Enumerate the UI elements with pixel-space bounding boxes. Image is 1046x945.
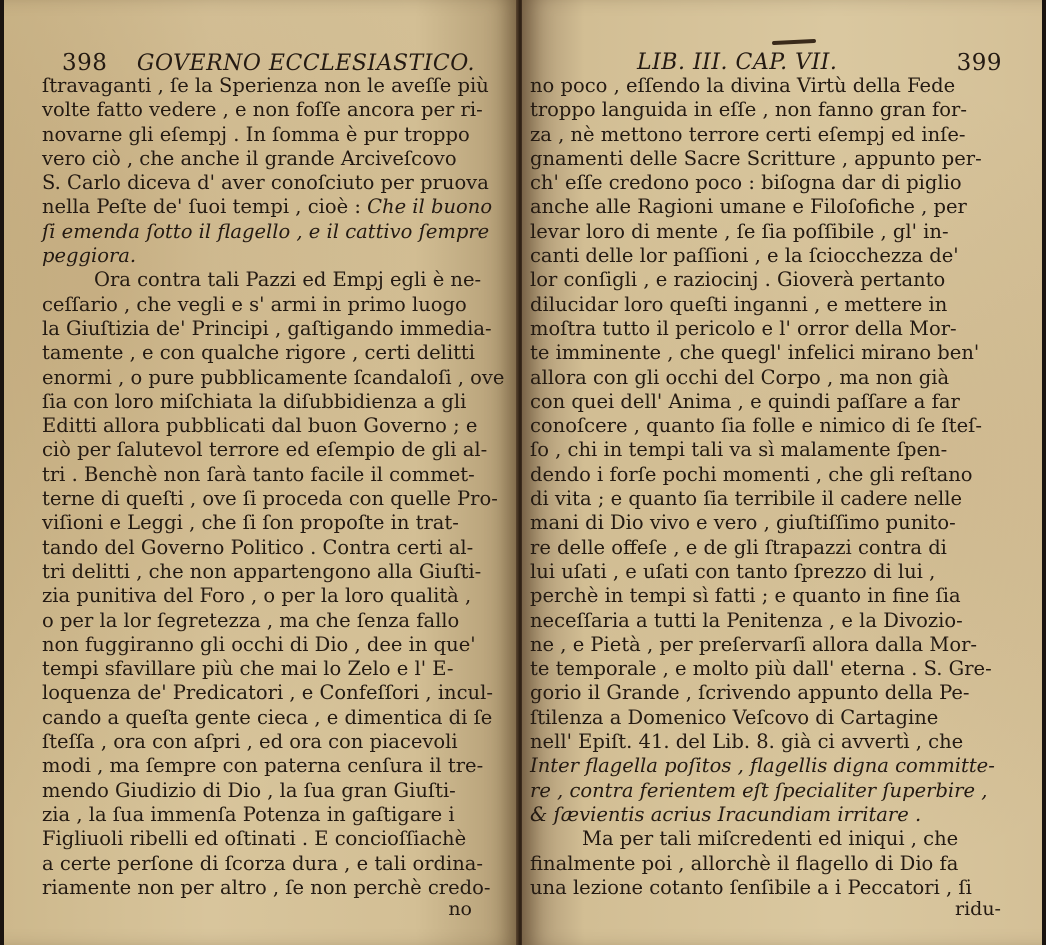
text-line xyxy=(530,171,995,195)
text-line-content: ſi emenda ſotto il flagello , e il cattivo ſempre xyxy=(42,219,490,243)
text-line xyxy=(42,123,504,147)
text-line xyxy=(42,366,504,390)
ink-mark xyxy=(772,39,816,45)
text-line xyxy=(530,74,995,98)
text-line-content: S. Carlo diceva d' aver conoſciuto per pruova xyxy=(42,171,489,195)
text-line xyxy=(530,123,995,147)
text-line-content: ſtravaganti , ſe la Sperienza non le aveſſe più xyxy=(42,74,489,97)
text-line xyxy=(530,147,995,171)
text-line-content: re , contra ferientem eſt ſpecialiter ſuperbire , xyxy=(530,778,988,802)
left-page-number: 398 xyxy=(62,50,108,76)
text-line-content: Ora contra tali Pazzi ed Empj egli è ne- xyxy=(94,268,482,292)
text-line-content: gnamenti delle Sacre Scritture , appunto per- xyxy=(530,146,982,170)
text-line xyxy=(42,803,504,827)
text-line-content: anche alle Ragioni umane e Filoſofiche , per xyxy=(530,195,967,219)
text-line xyxy=(42,414,504,438)
text-line-content: gorio il Grande , ſcrivendo appunto della Pe- xyxy=(530,681,970,705)
text-line-content: Figliuoli ribelli ed oſtinati . E concioſſiachè xyxy=(42,827,467,851)
text-line-content: tempi sfavillare più che mai lo Zelo e l' E- xyxy=(42,657,454,681)
text-line xyxy=(42,293,504,317)
text-line-content: & ſævientis acrius Iracundiam irritare . xyxy=(530,802,922,826)
left-catchword: no xyxy=(448,898,472,920)
text-line xyxy=(530,779,995,803)
text-line-content: lui uſati , e uſati con tanto ſprezzo di lui , xyxy=(530,559,936,583)
text-line-content: dendo i forſe pochi momenti , che gli reſtano xyxy=(530,462,973,486)
text-line xyxy=(42,268,504,292)
text-line-content: finalmente poi , allorchè il flagello di Dio fa xyxy=(530,851,959,875)
text-line-content: mani di Dio vivo e vero , giuſtiſſimo punito- xyxy=(530,511,956,535)
left-page xyxy=(4,0,518,945)
text-line xyxy=(530,536,995,560)
text-line-content: ſtilenza a Domenico Veſcovo di Cartagine xyxy=(530,705,939,729)
text-line-content: enormi , o pure pubblicamente ſcandaloſi , ove xyxy=(42,365,505,389)
text-line xyxy=(530,438,995,462)
text-line-content: ciò per ſalutevol terrore ed eſempio de gli al- xyxy=(42,438,488,462)
left-running-head: GOVERNO ECCLESIASTICO. xyxy=(136,51,475,76)
text-line-content: nella Peſte de' ſuoi tempi , cioè : xyxy=(42,195,368,219)
text-line xyxy=(42,754,504,778)
left-page-body xyxy=(42,74,504,900)
text-line xyxy=(42,609,504,633)
text-line-content: dilucidar loro queſti inganni , e mettere in xyxy=(530,292,948,316)
text-line-content: non fuggiranno gli occhi di Dio , dee in que' xyxy=(42,632,476,656)
text-line-content: moſtra tutto il pericolo e l' orror della Mor- xyxy=(530,316,957,340)
text-line-content: loquenza de' Predicatori , e Confeſſori , incul- xyxy=(42,681,493,705)
text-line-content: ſo , chi in tempi tali va sì malamente ſpen- xyxy=(530,438,948,462)
text-line xyxy=(42,730,504,754)
text-line xyxy=(42,147,504,171)
text-line xyxy=(530,414,995,438)
text-line xyxy=(42,657,504,681)
text-line xyxy=(530,268,995,292)
text-line-content: ch' eſſe credono poco : biſogna dar di piglio xyxy=(530,171,962,195)
text-line-content: volte fatto vedere , e non foſſe ancora per ri- xyxy=(42,98,483,122)
text-line xyxy=(42,74,504,98)
right-page-number: 399 xyxy=(956,50,1002,76)
text-line xyxy=(42,463,504,487)
text-line-content: zia punitiva del Foro , o per la loro qualità , xyxy=(42,584,472,608)
text-line-content: perchè in tempi sì fatti ; e quanto in fine ſia xyxy=(530,584,961,608)
text-line-content: a certe perſone di ſcorza dura , e tali ordina- xyxy=(42,851,484,875)
text-line xyxy=(42,438,504,462)
text-line xyxy=(42,220,504,244)
text-line-content: levar loro di mente , ſe ſia poſſibile , gl' in- xyxy=(530,219,949,243)
text-line xyxy=(42,390,504,414)
text-line-content: modi , ma ſempre con paterna cenſura il tre- xyxy=(42,754,484,778)
text-line-content: peggiora. xyxy=(42,244,137,268)
text-line-content: vero ciò , che anche il grande Arciveſcovo xyxy=(42,146,457,170)
text-line xyxy=(42,852,504,876)
text-line-content: te imminente , che quegl' infelici mirano ben' xyxy=(530,341,980,365)
text-line xyxy=(530,244,995,268)
text-line-content: troppo languida in eſſe , non fanno gran for- xyxy=(530,98,967,122)
text-line-content: Inter flagella poſitos , flagellis digna committe- xyxy=(530,754,995,778)
text-line xyxy=(530,730,995,754)
text-line xyxy=(42,171,504,195)
text-line xyxy=(42,487,504,511)
text-line xyxy=(42,98,504,122)
text-line-content: zia , la ſua immenſa Potenza in gaſtigare i xyxy=(42,802,455,826)
text-line xyxy=(530,754,995,778)
text-line-content: viſioni e Leggi , che ſi ſon propoſte in trat- xyxy=(42,511,459,535)
text-line xyxy=(42,827,504,851)
text-line-content: terne di queſti , ove ſi proceda con quelle Pro- xyxy=(42,487,498,511)
text-line xyxy=(530,463,995,487)
text-line xyxy=(530,584,995,608)
text-line-content: tri delitti , che non appartengono alla Giuſti- xyxy=(42,559,482,583)
text-line-content: tamente , e con qualche rigore , certi delitti xyxy=(42,341,475,365)
text-line-content: re delle offeſe , e de gli ſtrapazzi contra di xyxy=(530,535,947,559)
text-line xyxy=(42,584,504,608)
text-line-content: ſteſſa , ora con aſpri , ed ora con piacevoli xyxy=(42,730,458,754)
text-line-content: za , nè mettono terrore certi eſempj ed inſe- xyxy=(530,122,966,146)
text-line xyxy=(42,195,504,219)
text-line xyxy=(42,633,504,657)
text-line xyxy=(530,560,995,584)
text-line-content: una lezione cotanto ſenſibile a i Peccatori , ſi xyxy=(530,875,972,899)
text-line-content: novarne gli eſempj . In ſomma è pur troppo xyxy=(42,122,470,146)
text-line-content: riamente non per altro , ſe non perchè credo- xyxy=(42,875,491,899)
text-line-content: o per la lor ſegretezza , ma che ſenza fallo xyxy=(42,608,460,632)
text-line xyxy=(42,536,504,560)
text-line xyxy=(530,195,995,219)
text-line-content: tri . Benchè non ſarà tanto facile il commet- xyxy=(42,462,475,486)
text-line-content: neceſſaria a tutti la Penitenza , e la Divozio- xyxy=(530,608,963,632)
text-line xyxy=(42,511,504,535)
text-line xyxy=(530,220,995,244)
text-line-content: canti delle lor paſſioni , e la ſciocchezza de' xyxy=(530,244,959,268)
text-line xyxy=(530,876,995,900)
text-line xyxy=(42,341,504,365)
text-line xyxy=(530,341,995,365)
text-line-content: tando del Governo Politico . Contra certi al- xyxy=(42,535,474,559)
text-line xyxy=(530,487,995,511)
right-page-body xyxy=(530,74,995,900)
text-line xyxy=(530,827,995,851)
text-line xyxy=(42,244,504,268)
right-catchword: ridu- xyxy=(955,898,1001,920)
text-line xyxy=(530,390,995,414)
text-line xyxy=(530,706,995,730)
text-line xyxy=(530,803,995,827)
text-line-content: ceſſario , che vegli e s' armi in primo luogo xyxy=(42,292,467,316)
text-line xyxy=(530,366,995,390)
text-line xyxy=(530,633,995,657)
text-line-content: la Giuſtizia de' Principi , gaſtigando immedia- xyxy=(42,316,492,340)
text-line-content: ſia con loro miſchiata la diſubbidienza a gli xyxy=(42,389,467,413)
text-line-content: di vita ; e quanto ſia terribile il cadere nelle xyxy=(530,487,962,511)
text-line-content: te temporale , e molto più dall' eterna . S. Gre- xyxy=(530,657,992,681)
text-line xyxy=(530,317,995,341)
text-line-content: Editti allora pubblicati dal buon Governo ; e xyxy=(42,414,478,438)
text-line-content: conoſcere , quanto ſia folle e nimico di ſe ſteſ- xyxy=(530,414,982,438)
text-line xyxy=(42,681,504,705)
text-line xyxy=(530,98,995,122)
text-line xyxy=(42,317,504,341)
text-line xyxy=(530,681,995,705)
text-line-content: nell' Epiſt. 41. del Lib. 8. già ci avvertì , che xyxy=(530,730,964,754)
text-line-italic: Che il buono xyxy=(367,195,493,219)
text-line-content: cando a queſta gente cieca , e dimentica di ſe xyxy=(42,705,493,729)
text-line-content: lor conſigli , e raziocinj . Gioverà pertanto xyxy=(530,268,946,292)
text-line xyxy=(530,511,995,535)
right-running-head: LIB. III. CAP. VII. xyxy=(637,50,838,75)
text-line-content: no poco , eſſendo la divina Virtù della Fede xyxy=(530,74,956,97)
text-line-content: ne , e Pietà , per preſervarſi allora dalla Mor- xyxy=(530,632,977,656)
text-line xyxy=(42,706,504,730)
right-page xyxy=(522,0,1042,945)
text-line xyxy=(530,609,995,633)
text-line xyxy=(42,779,504,803)
text-line xyxy=(530,657,995,681)
text-line-content: mendo Giudizio di Dio , la ſua gran Giuſti- xyxy=(42,778,456,802)
text-line-content: Ma per tali miſcredenti ed iniqui , che xyxy=(582,827,959,851)
text-line xyxy=(42,876,504,900)
text-line xyxy=(42,560,504,584)
text-line xyxy=(530,852,995,876)
text-line-content: allora con gli occhi del Corpo , ma non già xyxy=(530,365,950,389)
text-line xyxy=(530,293,995,317)
text-line-content: con quei dell' Anima , e quindi paſſare a far xyxy=(530,389,960,413)
